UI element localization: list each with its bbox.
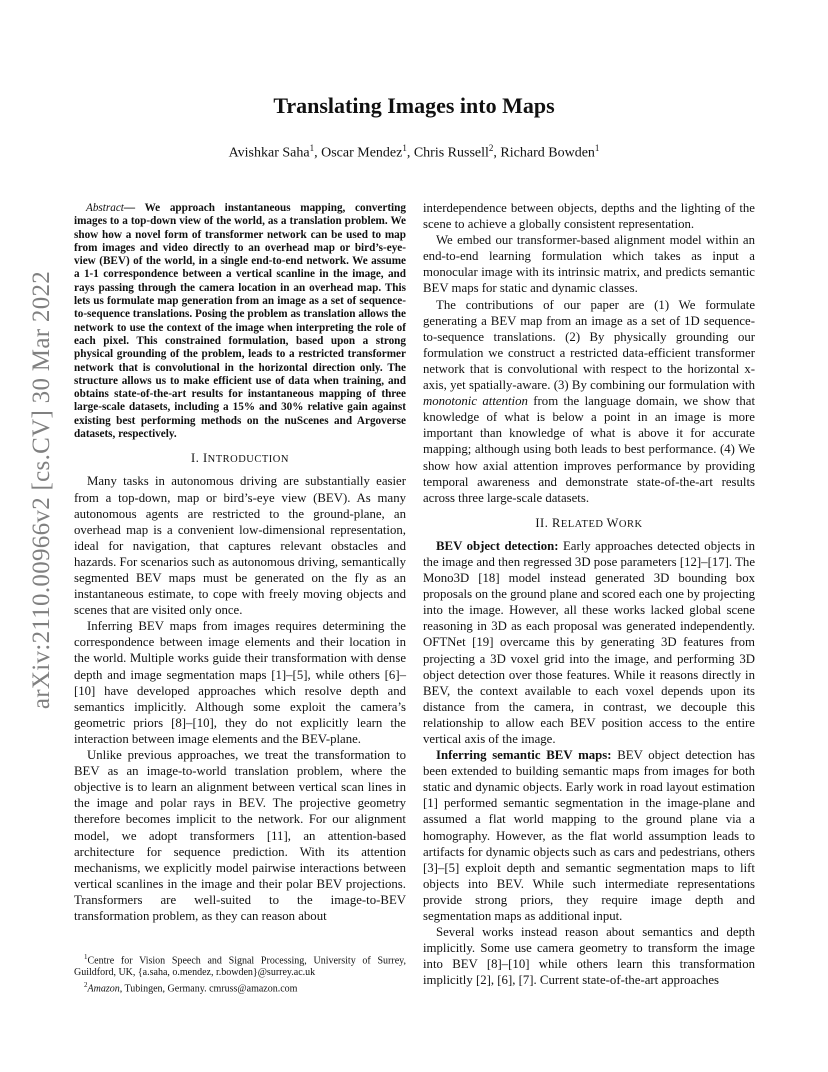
- contributions-text: The contributions of our paper are (1) We formulate generating a BEV map from an image as a set of 1D sequence-to-sequence translations. (2) By physically grounding our formulation we construct a restricted data-efficient transformer network that is convolutional with respect to the horizontal x-axis, yet spatially-aware. (3) By combining our formulation with: [423, 297, 755, 393]
- author-list: Avishkar Saha$^1$, Oscar Mendez$^1$, Chris Russell$^2$, Richard Bowden$^1$: [228, 143, 600, 161]
- section-title-initial: R: [551, 515, 561, 530]
- right-column: [423, 200, 755, 989]
- intro-paragraph-5: We embed our transformer-based alignment model within an end-to-end learning formulation which takes as input a monocular image with its intrinsic matrix, and predicts semantic BEV maps for static and dynamic classes.: [423, 233, 755, 296]
- author-name: Avishkar Saha: [228, 145, 310, 161]
- arxiv-watermark: [22, 270, 62, 710]
- section-title-initial: W: [606, 515, 619, 530]
- footnote-mark: 2: [84, 981, 88, 990]
- footnotes: [74, 951, 406, 996]
- abstract-dash: —: [123, 202, 145, 214]
- footnote-text: Centre for Vision Speech and Signal Processing, University of Surrey, Guildford, UK, {a.saha, o.mendez, r.bowden}@surrey.ac.uk: [74, 955, 406, 979]
- contributions-text: from the language domain, we show that knowledge of what is below a point in an image is more important than knowledge of what is above it for accurate mapping; although using both leads to best performance. (4) We show how axial attention improves performance by providing temporal awareness and demonstrate state-of-the-art results across three large-scale datasets.: [423, 394, 755, 505]
- section-heading-related-work: [423, 515, 755, 533]
- author-affiliation-mark: 1: [594, 143, 600, 153]
- paper-title: Translating Images into Maps: [273, 93, 555, 118]
- intro-paragraph-4: interdependence between objects, depths and the lighting of the scene to achieve a globally consistent representation.: [423, 201, 755, 232]
- abstract: [74, 202, 406, 441]
- footnote-mark: 1: [84, 953, 88, 961]
- section-number: II.: [535, 515, 552, 530]
- section-title-rest: ELATED: [560, 518, 607, 530]
- left-column: [74, 200, 406, 924]
- section-number: I.: [191, 451, 203, 466]
- author-name: Chris Russell: [413, 145, 489, 161]
- author-affiliation-mark: 2: [488, 143, 494, 153]
- related-work-paragraph-1: [423, 538, 755, 747]
- section-title-rest: ORK: [618, 518, 643, 530]
- footnote-1: [74, 951, 406, 979]
- footnote-text: , Tubingen, Germany. cmruss@amazon.com: [119, 983, 298, 995]
- author-name: Oscar Mendez: [321, 145, 403, 161]
- intro-paragraph-1: Many tasks in autonomous driving are substantially easier from a top-down, map or bird’s-eye view (BEV). As many autonomous agents are restricted to the ground-plane, an overhead map is a convenient low-dimensional representation, ideal for navigation, that captures relevant obstacles and hazards. For scenarios such as autonomous driving, semantically segmented BEV maps must be generated on the fly as an instantaneous estimate, to cope with freely moving objects and scenes that are visited only once.: [74, 474, 406, 618]
- footnote-2: [74, 979, 406, 995]
- paragraph-heading: Inferring semantic BEV maps:: [436, 748, 612, 763]
- footnote-emphasis: Amazon: [87, 983, 120, 995]
- paragraph-heading: BEV object detection:: [436, 538, 559, 553]
- paragraph-text: Early approaches detected objects in the image and then regressed 3D pose parameters [12]–[17]. The Mono3D [18] model instead generated 3D bounding box proposals on the ground plane and scored each one by projecting into the image. However, all these works lacked global scene reasoning in 3D as each proposal was generated independently. OFTNet [19] overcame this by generating 3D features from projecting a 3D voxel grid into the image, and performing 3D object detection over those features. While it reasons directly in BEV, the context available to each voxel depends upon its distance from the camera, in contrast, we decouple this relationship to allow each BEV position access to the entire vertical axis of the image.: [423, 538, 755, 746]
- abstract-label: Abstract: [86, 202, 124, 214]
- author-affiliation-mark: 1: [309, 143, 315, 153]
- section-title-rest: NTRODUCTION: [207, 454, 289, 466]
- arxiv-id: arXiv:2110.00966v2 [cs.CV] 30 Mar 2022: [28, 270, 55, 710]
- contributions-paragraph: [423, 297, 755, 506]
- abstract-text: We approach instantaneous mapping, converting images to a top-down view of the world, as a translation problem. We show how a novel form of transformer network can be used to map from images and video directly to an overhead map or bird’s-eye-view (BEV) of the world, in a single end-to-end network. We assume a 1-1 correspondence between a vertical scanline in the image, and rays passing through the camera location in an overhead map. This lets us formulate map generation from an image as a set of sequence-to-sequence translations. Posing the problem as translation allows the network to use the context of the image when interpreting the role of each pixel. This constrained formulation, based upon a strong physical grounding of the problem, leads to a restricted transformer network that is convolutional in the horizontal direction only. The structure allows us to make efficient use of data when training, and obtains state-of-the-art results for instantaneous mapping of three large-scale datasets, including a 15% and 30% relative gain against existing best performing methods on the nuScenes and Argoverse datasets, respectively.: [74, 202, 406, 441]
- related-work-paragraph-3: Several works instead reason about semantics and depth implicitly. Some use camera geometry to transform the image into BEV [8]–[10] while others learn this transformation implicitly [2], [6], [7]. Current state-of-the-art approaches: [423, 925, 755, 988]
- author-name: Richard Bowden: [500, 145, 595, 161]
- contributions-emphasis: monotonic attention: [423, 394, 528, 409]
- intro-paragraph-3: Unlike previous approaches, we treat the transformation to BEV as an image-to-world translation problem, where the objective is to learn an alignment between vertical scan lines in the image and polar rays in BEV. The projective geometry therefore becomes implicit to the network. For our alignment model, we adopt transformers [11], an attention-based architecture for sequence prediction. With its attention mechanisms, we explicitly model pairwise interactions between vertical scanlines in the image and their polar BEV projections. Transformers are well-suited to the image-to-BEV transformation problem, as they can reason about: [74, 748, 406, 923]
- related-work-paragraph-2: [423, 747, 755, 924]
- paragraph-text: BEV object detection has been extended to building semantic maps from images for both static and dynamic objects. Early work in road layout estimation [1] performed semantic segmentation in the image-plane and assumed a flat world mapping to the ground plane via a homography. However, as the flat world assumption leads to artifacts for dynamic objects such as cars and pedestrians, others [3]–[5] exploit depth and semantic segmentation maps to lift objects into BEV. While such intermediate representations provide strong priors, they require image depth and segmentation maps as additional input.: [423, 748, 755, 924]
- section-title-initial: I: [202, 451, 208, 466]
- section-heading-introduction: [74, 450, 406, 468]
- author-affiliation-mark: 1: [402, 143, 407, 153]
- intro-paragraph-2: Inferring BEV maps from images requires determining the correspondence between image elements and their location in the world. Multiple works guide their transformation with dense depth and image segmentation maps [1]–[5], while others [6]–[10] have developed approaches which resolve depth and semantics implicitly. Although some exploit the camera’s geometric priors [8]–[10], they do not explicitly learn the interaction between image elements and the BEV-plane.: [74, 619, 406, 746]
